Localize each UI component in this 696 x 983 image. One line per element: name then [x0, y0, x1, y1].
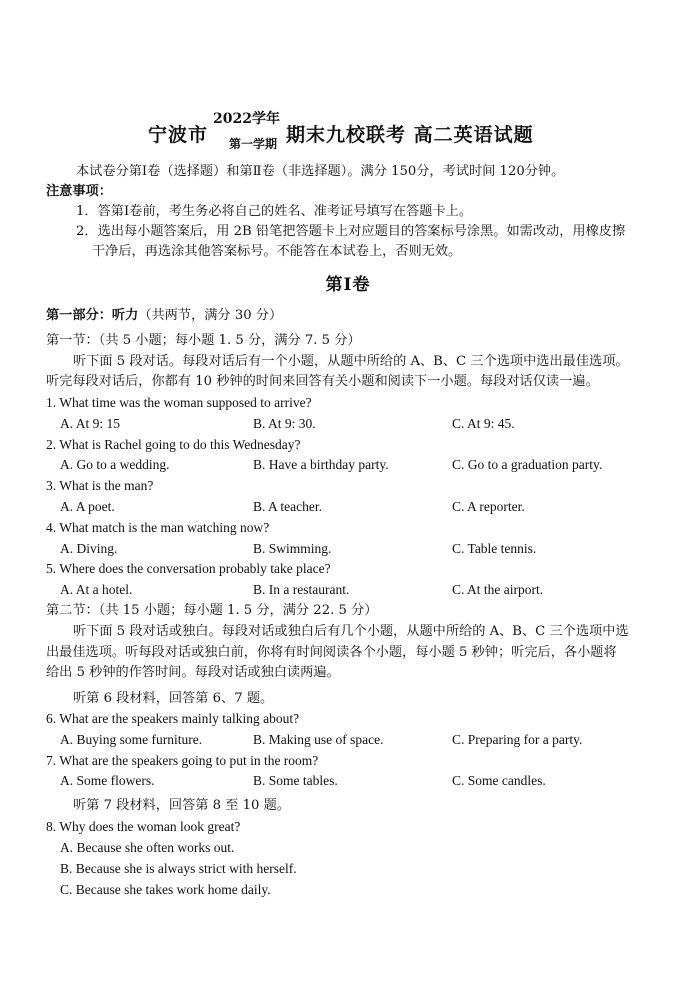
question-3-option-b: B. A teacher. — [253, 499, 322, 514]
title-city: 宁波市 — [148, 124, 209, 146]
part1-heading — [46, 306, 282, 326]
part1-heading-rest: （共两节，满分 30 分） — [138, 308, 283, 323]
volume-title: 第Ⅰ卷 — [325, 275, 371, 295]
notice-item-2-line-1: 2．选出每小题答案后，用 2B 铅笔把答题卡上对应题目的答案标号涂黑。如需改动，用橡皮擦 — [76, 224, 626, 239]
part1-heading-bold: 第一部分：听力 — [46, 308, 139, 323]
question-1-option-b: B. At 9: 30. — [253, 416, 316, 431]
exam-intro: 本试卷分第Ⅰ卷（选择题）和第Ⅱ卷（非选择题）。满分 150分，考试时间 120分钟。 — [76, 164, 565, 179]
question-6-option-a: A. Buying some furniture. — [60, 732, 203, 747]
section2-heading: 第二节：（共 15 小题；每小题 1. 5 分，满分 22. 5 分） — [46, 603, 378, 618]
section2-directions-line-2: 出最佳选项。听每段对话或独白前，你将有时间阅读各个小题，每小题 5 秒钟；听完后，各小题将 — [46, 645, 617, 660]
question-6: 6. What are the speakers mainly talking about? — [46, 711, 300, 726]
section1-directions-line-1: 听下面 5 段对话。每段对话后有一个小题，从题中所给的 A、B、C 三个选项中选出最佳选项。 — [73, 354, 629, 369]
question-2-option-c: C. Go to a graduation party. — [452, 457, 603, 472]
section2-directions-line-3: 给出 5 秒钟的作答时间。每段对话或独白读两遍。 — [46, 665, 340, 680]
question-8-option-b: B. Because she is always strict with herself. — [60, 861, 297, 876]
title-year: 2022学年 — [213, 111, 280, 127]
question-2-option-b: B. Have a birthday party. — [253, 457, 389, 472]
question-5-option-c: C. At the airport. — [452, 582, 544, 597]
title-main: 期末九校联考 高二英语试题 — [286, 124, 534, 146]
question-1-option-c: C. At 9: 45. — [452, 416, 515, 431]
section1-directions-line-2: 听完每段对话后，你都有 10 秒钟的时间来回答有关小题和阅读下一小题。每段对话仅读一遍。 — [46, 374, 599, 389]
question-8: 8. Why does the woman look great? — [46, 819, 241, 834]
question-2: 2. What is Rachel going to do this Wednesday? — [46, 437, 301, 452]
question-3: 3. What is the man? — [46, 478, 154, 493]
question-6-option-b: B. Making use of space. — [253, 732, 384, 747]
material-6-instruction: 听第 6 段材料，回答第 6、7 题。 — [73, 691, 274, 706]
section2-directions-line-1: 听下面 5 段对话或独白。每段对话或独白后有几个小题，从题中所给的 A、B、C 三个选项中选 — [73, 624, 629, 639]
question-7-option-c: C. Some candles. — [452, 773, 546, 788]
question-6-option-c: C. Preparing for a party. — [452, 732, 583, 747]
question-8-option-c: C. Because she takes work home daily. — [60, 882, 271, 897]
section1-heading: 第一节：（共 5 小题；每小题 1. 5 分，满分 7. 5 分） — [46, 333, 361, 348]
question-5-option-a: A. At a hotel. — [60, 582, 133, 597]
question-4-option-c: C. Table tennis. — [452, 541, 537, 556]
title-term: 第一学期 — [229, 137, 278, 151]
question-1: 1. What time was the woman supposed to arrive? — [46, 395, 312, 410]
question-8-option-a: A. Because she often works out. — [60, 840, 235, 855]
question-7-option-a: A. Some flowers. — [60, 773, 155, 788]
question-3-option-c: C. A reporter. — [452, 499, 525, 514]
question-5: 5. Where does the conversation probably take place? — [46, 561, 331, 576]
question-5-option-b: B. In a restaurant. — [253, 582, 350, 597]
question-1-option-a: A. At 9: 15 — [60, 416, 121, 431]
question-4: 4. What match is the man watching now? — [46, 520, 270, 535]
question-4-option-a: A. Diving. — [60, 541, 118, 556]
notice-heading: 注意事项： — [46, 184, 112, 199]
question-4-option-b: B. Swimming. — [253, 541, 332, 556]
notice-item-1: 1．答第Ⅰ卷前，考生务必将自己的姓名、准考证号填写在答题卡上。 — [76, 204, 473, 219]
question-7-option-b: B. Some tables. — [253, 773, 338, 788]
question-2-option-a: A. Go to a wedding. — [60, 457, 170, 472]
material-7-instruction: 听第 7 段材料，回答第 8 至 10 题。 — [73, 798, 290, 813]
question-7: 7. What are the speakers going to put in the room? — [46, 753, 319, 768]
exam-title — [0, 108, 696, 152]
notice-item-2-line-2: 干净后，再选涂其他答案标号。不能答在本试卷上，否则无效。 — [92, 244, 462, 259]
question-3-option-a: A. A poet. — [60, 499, 115, 514]
